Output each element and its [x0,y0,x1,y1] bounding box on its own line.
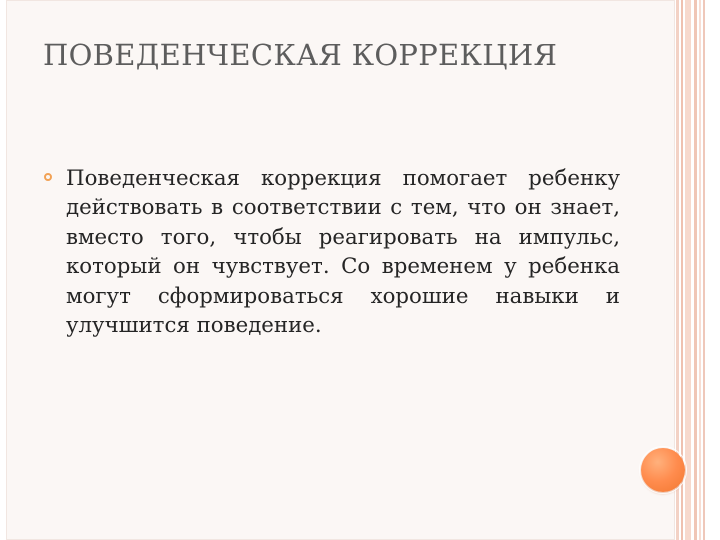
bullet-text: Поведенческая коррекция помогает ребенку действовать в соответствии с тем, что он знает, вместо того, чтобы реагировать на импульс, который он чувствует. Со временем у ребенка могут сформироваться хорошие навыки и улучшится поведение. [66,166,620,339]
decorative-stripe [707,0,720,540]
decorative-stripe [694,0,697,540]
bullet-list [42,164,620,340]
slide-title: ПОВЕДЕНЧЕСКАЯ КОРРЕКЦИЯ [43,38,558,72]
orange-circle-icon [641,448,685,492]
ring-bullet-icon [44,173,52,181]
decorative-stripe [703,0,705,540]
decorative-stripe [699,0,701,540]
decorative-stripe [685,0,691,540]
bullet-item [42,164,620,340]
